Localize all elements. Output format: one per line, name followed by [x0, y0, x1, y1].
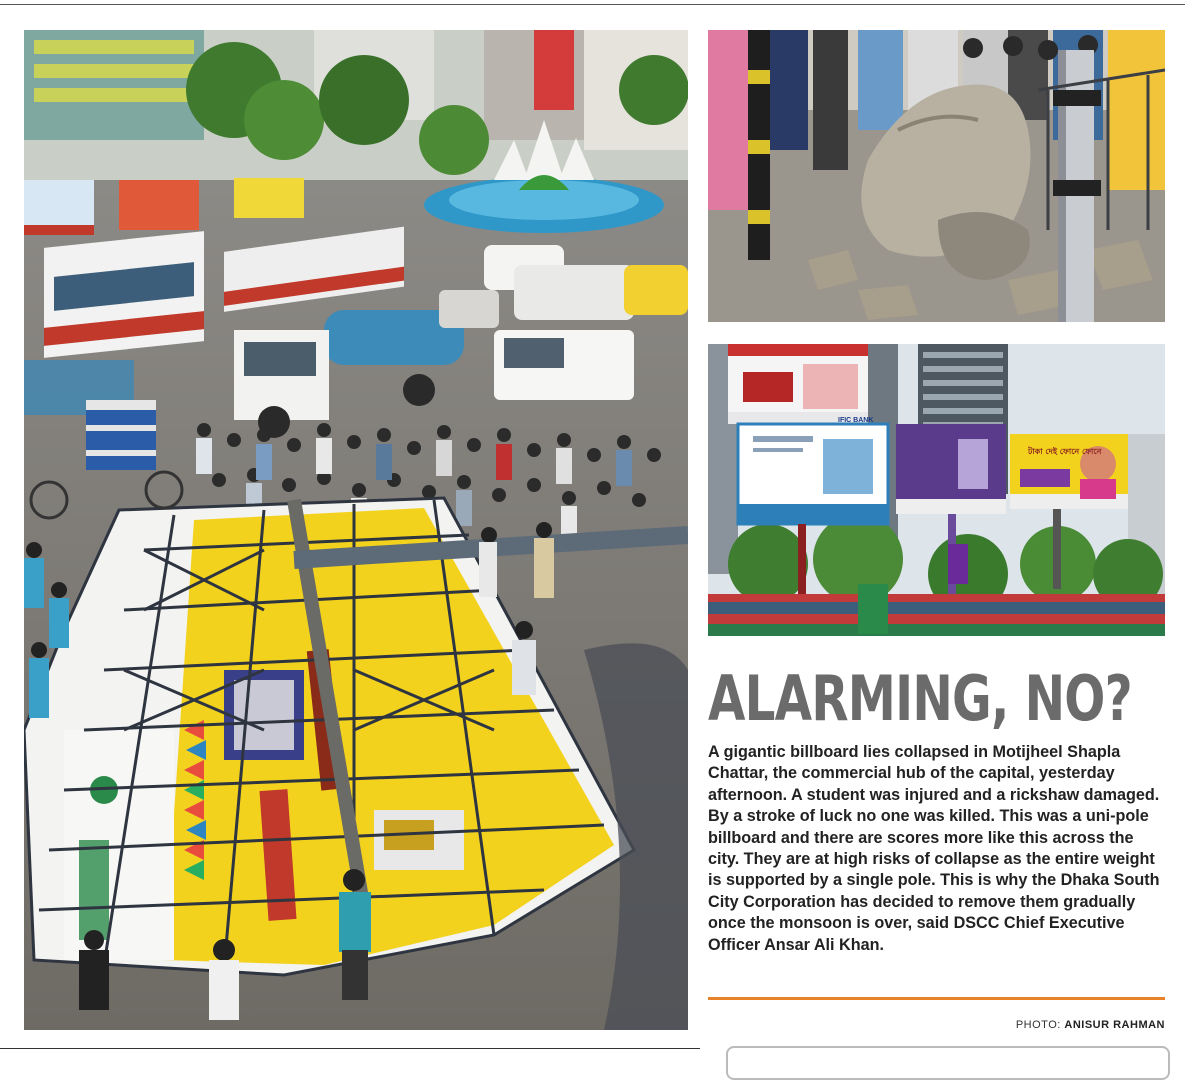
bottom-rule	[0, 1048, 700, 1049]
next-story-box	[726, 1046, 1170, 1080]
photo-credit	[708, 1019, 1165, 1031]
headline: ALARMING, NO?	[708, 662, 1132, 735]
photographer-name: ANISUR RAHMAN	[1064, 1019, 1165, 1031]
accent-rule	[708, 997, 1165, 1000]
billboards-photo	[708, 344, 1165, 636]
ific-bank-text: IFIC BANK	[838, 417, 874, 424]
yellow-billboard-text: টাকা দেই ফোনে ফোনে	[1028, 447, 1102, 456]
photo-credit-label: PHOTO:	[1015, 1019, 1061, 1031]
rubble-base-photo	[708, 30, 1165, 322]
photo-caption: A gigantic billboard lies collapsed in Motijheel Shapla Chattar, the commercial hub of the capital, yesterday afternoon. A student was injured and a rickshaw damaged. By a stroke of luck no one was killed. This was a uni-pole billboard and there are scores more like this across the city. They are at high risks of collapse as the entire weight is supported by a single pole. This is why the Dhaka South City Corporation has decided to remove them gradually once the monsoon is over, said DSCC Chief Executive Officer Ansar Ali Khan.	[708, 743, 1160, 954]
top-rule	[0, 4, 1185, 5]
collapsed-billboard-photo	[24, 30, 688, 1030]
